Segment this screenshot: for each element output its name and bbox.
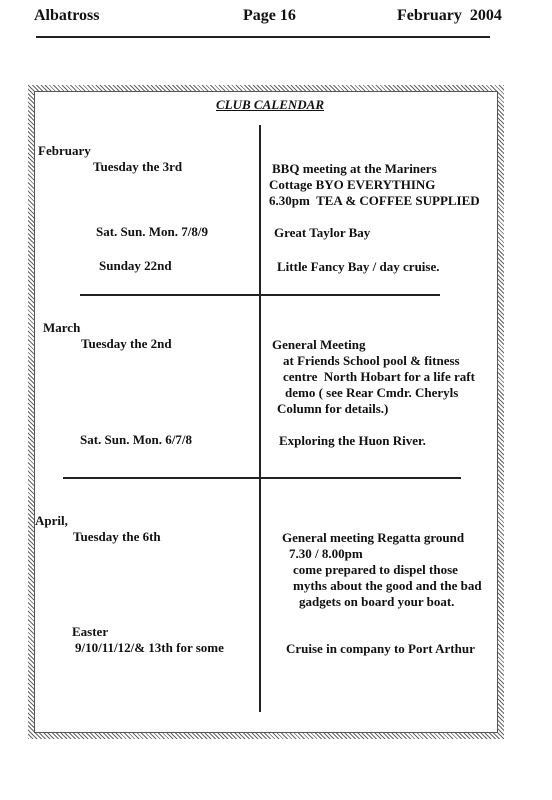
event-description-line: at Friends School pool & fitness [283,353,460,368]
event-description-line: demo ( see Rear Cmdr. Cheryls [285,385,459,400]
event-description-line: General meeting Regatta ground [282,530,465,545]
event-date: Sat. Sun. Mon. 7/8/9 [96,224,208,239]
page-number: Page 16 [243,7,296,24]
month-april: April, [35,513,68,528]
event-date-detail: 9/10/11/12/& 13th for some [75,640,224,655]
event-description-line: Cruise in company to Port Arthur [286,641,475,656]
event-description-line: Cottage BYO EVERYTHING [269,177,436,192]
publication-name: Albatross [34,7,100,24]
event-date: Tuesday the 3rd [93,159,183,174]
issue-date: February 2004 [397,7,502,24]
header-rule [36,36,490,38]
event-description-line: myths about the good and the bad [293,578,482,593]
divider-february-march [80,294,440,296]
event-description-line: gadgets on board your boat. [299,594,455,609]
event-date: Sat. Sun. Mon. 6/7/8 [80,432,192,447]
event-date: Tuesday the 2nd [81,336,172,351]
event-description-line: come prepared to dispel those [293,562,458,577]
month-february: February [38,143,91,158]
event-description-line: Exploring the Huon River. [279,433,426,448]
event-date: Sunday 22nd [99,258,172,273]
month-march: March [43,320,81,335]
event-description-line: Great Taylor Bay [274,225,371,240]
event-description-line: 6.30pm TEA & COFFEE SUPPLIED [269,193,480,208]
divider-march-april [63,477,461,479]
calendar-title: CLUB CALENDAR [216,97,324,112]
event-date: Tuesday the 6th [73,529,161,544]
event-date: Easter [72,624,109,639]
event-description-line: BBQ meeting at the Mariners [272,161,437,176]
event-description-line: centre North Hobart for a life raft [283,369,475,384]
event-description-line: Column for details.) [277,401,389,416]
event-description-line: Little Fancy Bay / day cruise. [277,259,440,274]
event-description-line: General Meeting [272,337,366,352]
column-divider [259,125,261,712]
event-description-line: 7.30 / 8.00pm [289,546,363,561]
